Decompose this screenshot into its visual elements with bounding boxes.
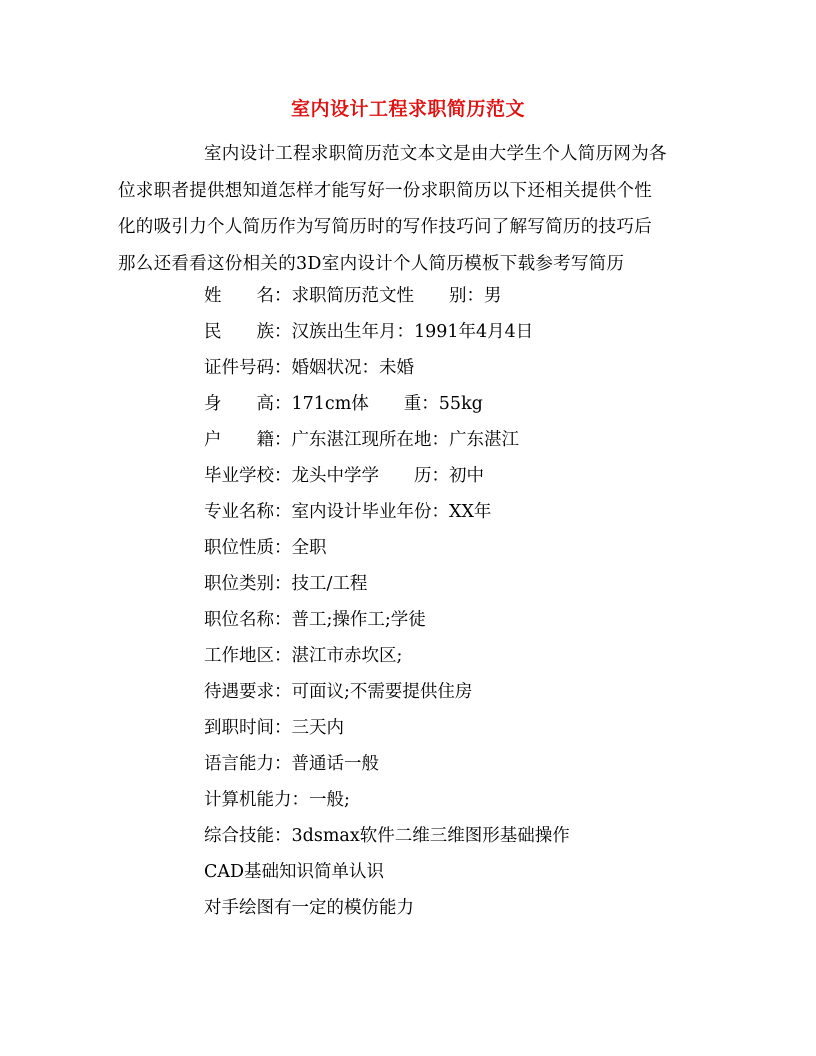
- field-school-education: 毕业学校：龙头中学学 历：初中: [204, 466, 484, 486]
- resume-field-list: [204, 278, 764, 926]
- field-skills-drawing: 对手绘图有一定的模仿能力: [204, 898, 414, 918]
- field-computer-skill: 计算机能力：一般;: [204, 790, 350, 810]
- field-id-marital: 证件号码：婚姻状况：未婚: [204, 358, 414, 378]
- intro-line: 室内设计工程求职简历范文本文是由大学生个人简历网为各: [204, 144, 667, 164]
- intro-line: 化的吸引力个人简历作为写简历时的写作技巧问了解写简历的技巧后: [118, 217, 652, 237]
- field-skills: 综合技能：3dsmax软件二维三维图形基础操作: [204, 826, 570, 846]
- field-height-weight: 身 高：171cm体 重：55kg: [204, 394, 483, 414]
- field-skills-cad: CAD基础知识简单认识: [204, 862, 385, 882]
- field-job-category: 职位类别：技工/工程: [204, 574, 368, 594]
- intro-line: 那么还看看这份相关的3D室内设计个人简历模板下载参考写简历: [118, 253, 625, 274]
- field-job-nature: 职位性质：全职: [204, 538, 327, 558]
- field-major-graduation: 专业名称：室内设计毕业年份：XX年: [204, 502, 492, 522]
- field-ethnicity-birthdate: 民 族：汉族出生年月：1991年4月4日: [204, 322, 534, 342]
- field-language: 语言能力：普通话一般: [204, 754, 379, 774]
- intro-paragraph: [118, 136, 698, 282]
- field-job-title: 职位名称：普工;操作工;学徒: [204, 610, 426, 630]
- field-salary-expectation: 待遇要求：可面议;不需要提供住房: [204, 682, 473, 702]
- field-work-area: 工作地区：湛江市赤坎区;: [204, 646, 403, 666]
- field-hometown-location: 户 籍：广东湛江现所在地：广东湛江: [204, 430, 519, 450]
- document-title: 室内设计工程求职简历范文: [290, 98, 525, 120]
- field-start-time: 到职时间：三天内: [204, 718, 344, 738]
- field-name-gender: 姓 名：求职简历范文性 别：男: [204, 286, 502, 306]
- intro-line: 位求职者提供想知道怎样才能写好一份求职简历以下还相关提供个性: [118, 180, 652, 201]
